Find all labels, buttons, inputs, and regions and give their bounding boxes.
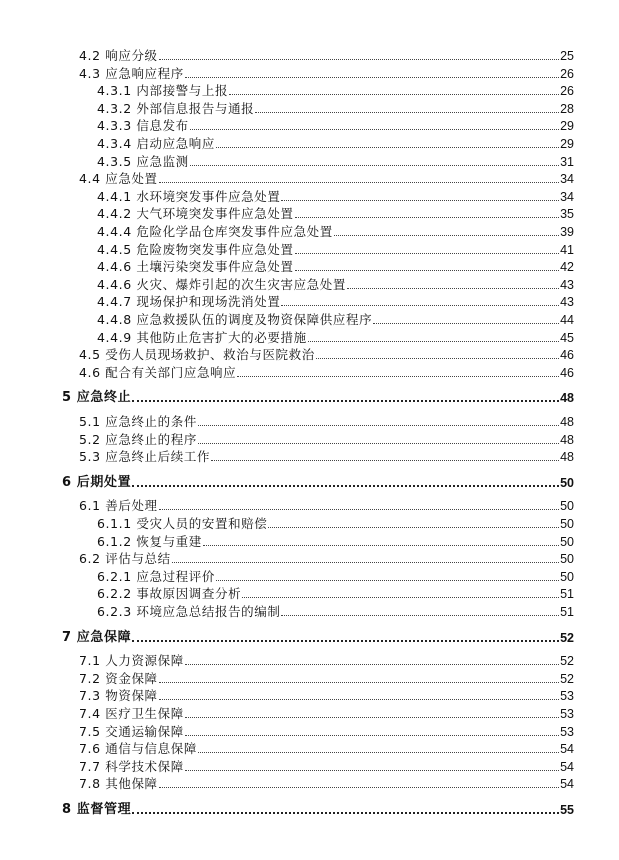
toc-dot-leader <box>308 341 559 342</box>
toc-page-number: 53 <box>560 724 574 739</box>
toc-page-number: 43 <box>560 295 574 310</box>
toc-page-number: 35 <box>560 207 574 222</box>
toc-dot-leader <box>159 682 559 683</box>
toc-dot-leader <box>295 270 560 271</box>
toc-dot-leader <box>172 562 559 563</box>
toc-section-entry[interactable] <box>79 670 574 686</box>
toc-entry-title: 6 后期处置 <box>62 474 132 490</box>
toc-subsection-entry[interactable] <box>97 188 574 204</box>
toc-page-number: 50 <box>560 517 574 531</box>
toc-page-number: 48 <box>560 432 574 447</box>
toc-page-number: 50 <box>560 552 574 567</box>
toc-dot-leader <box>216 147 559 148</box>
toc-entry-title: 4.4.4 危险化学品仓库突发事件应急处置 <box>97 224 333 239</box>
toc-entry-title: 4.3.2 外部信息报告与通报 <box>97 100 255 116</box>
toc-entry-title: 4.2 响应分级 <box>79 48 158 63</box>
toc-page-number: 54 <box>560 759 574 774</box>
toc-chapter-entry[interactable] <box>62 474 574 490</box>
toc-dot-leader <box>198 443 559 444</box>
toc-entry-title: 4.3.1 内部接警与上报 <box>97 83 229 99</box>
toc-subsection-entry[interactable] <box>97 223 574 239</box>
toc-entry-title: 6.2.1 应急过程评价 <box>97 568 215 584</box>
toc-page-number: 42 <box>560 260 574 275</box>
toc-section-entry[interactable] <box>79 431 574 447</box>
toc-dot-leader <box>159 787 559 788</box>
toc-entry-title: 4.4.7 现场保护和现场洗消处置 <box>97 294 281 310</box>
toc-dot-leader <box>203 545 559 546</box>
toc-subsection-entry[interactable] <box>97 100 574 116</box>
toc-page-number: 51 <box>560 587 574 602</box>
toc-subsection-entry[interactable] <box>97 241 574 257</box>
toc-dot-leader <box>185 77 559 78</box>
toc-page-number: 52 <box>560 671 574 686</box>
toc-section-entry[interactable] <box>79 652 574 668</box>
toc-page-number: 50 <box>560 475 574 490</box>
toc-subsection-entry[interactable] <box>97 533 574 549</box>
toc-entry-title: 5.1 应急终止的条件 <box>79 414 197 429</box>
toc-page-number: 48 <box>560 415 574 429</box>
toc-subsection-entry[interactable] <box>97 603 574 619</box>
toc-section-entry[interactable] <box>79 170 574 186</box>
toc-section-entry[interactable] <box>79 364 574 380</box>
toc-page-number: 52 <box>560 630 574 645</box>
toc-entry-title: 7.5 交通运输保障 <box>79 723 184 739</box>
toc-dot-leader <box>190 129 559 130</box>
toc-section-entry[interactable] <box>79 550 574 566</box>
toc-entry-title: 4.4.1 水环境突发事件应急处置 <box>97 188 281 204</box>
toc-dot-leader <box>237 376 559 377</box>
toc-page-number: 50 <box>560 499 574 514</box>
toc-page-number: 46 <box>560 348 574 363</box>
toc-section-entry[interactable] <box>79 705 574 721</box>
toc-dot-leader <box>316 358 559 359</box>
toc-subsection-entry[interactable] <box>97 82 574 98</box>
toc-page-number: 54 <box>560 742 574 757</box>
toc-entry-title: 4.3.3 信息发布 <box>97 118 189 134</box>
toc-section-entry[interactable] <box>79 723 574 739</box>
toc-entry-title: 6.2.2 事故原因调查分析 <box>97 586 242 602</box>
toc-section-entry[interactable] <box>79 740 574 756</box>
toc-entry-title: 6.2.3 环境应急总结报告的编制 <box>97 604 281 619</box>
toc-dot-leader <box>268 527 559 528</box>
toc-entry-title: 4.4.6 土壤污染突发事件应急处置 <box>97 259 294 275</box>
toc-dot-leader <box>185 664 559 665</box>
toc-entry-title: 6.2 评估与总结 <box>79 551 171 567</box>
toc-chapter-entry[interactable] <box>62 389 574 405</box>
toc-section-entry[interactable] <box>79 47 574 63</box>
toc-page-number: 39 <box>560 225 574 239</box>
toc-page-number: 48 <box>560 450 574 465</box>
toc-subsection-entry[interactable] <box>97 568 574 584</box>
toc-page-number: 51 <box>560 605 574 619</box>
toc-page-number: 34 <box>560 189 574 204</box>
toc-entry-title: 6.1.1 受灾人员的安置和赔偿 <box>97 516 268 531</box>
toc-page-number: 45 <box>560 330 574 345</box>
toc-dot-leader <box>185 717 559 718</box>
toc-entry-title: 7.4 医疗卫生保障 <box>79 706 184 721</box>
toc-entry-title: 8 监督管理 <box>62 802 132 817</box>
toc-subsection-entry[interactable] <box>97 205 574 221</box>
toc-dot-leader <box>373 323 559 324</box>
toc-dot-leader <box>211 460 559 461</box>
toc-page-number: 46 <box>560 365 574 380</box>
toc-dot-leader <box>198 752 559 753</box>
toc-entry-title: 4.3.5 应急监测 <box>97 153 189 169</box>
toc-subsection-entry[interactable] <box>97 153 574 169</box>
toc-entry-title: 4.4 应急处置 <box>79 171 158 187</box>
toc-chapter-entry[interactable] <box>62 801 574 817</box>
toc-entry-title: 7.7 科学技术保障 <box>79 758 184 774</box>
toc-page-number: 34 <box>560 172 574 187</box>
toc-dot-leader <box>281 200 559 201</box>
toc-dot-leader <box>229 94 559 95</box>
toc-entry-title: 7.3 物资保障 <box>79 688 158 704</box>
toc-subsection-entry[interactable] <box>97 117 574 133</box>
toc-dot-leader <box>347 288 559 289</box>
toc-section-entry[interactable] <box>79 687 574 703</box>
toc-dot-leader <box>159 182 559 183</box>
toc-entry-title: 6.1.2 恢复与重建 <box>97 533 202 549</box>
toc-dot-leader <box>281 615 559 616</box>
toc-dot-leader <box>159 699 559 700</box>
toc-entry-title: 4.4.5 危险废物突发事件应急处置 <box>97 241 294 257</box>
toc-entry-title: 7.2 资金保障 <box>79 670 158 686</box>
toc-dot-leader <box>281 305 559 306</box>
toc-dot-leader <box>159 59 559 60</box>
toc-section-entry[interactable] <box>79 413 574 429</box>
toc-page-number: 28 <box>560 101 574 116</box>
toc-entry-title: 4.3 应急响应程序 <box>79 65 184 81</box>
toc-entry-title: 7.6 通信与信息保障 <box>79 741 197 757</box>
toc-subsection-entry[interactable] <box>97 276 574 292</box>
toc-dot-leader <box>185 770 559 771</box>
toc-entry-title: 4.6 配合有关部门应急响应 <box>79 364 237 380</box>
toc-page-number: 52 <box>560 654 574 669</box>
toc-dot-leader <box>242 597 559 598</box>
toc-dot-leader <box>190 165 559 166</box>
toc-page-number: 53 <box>560 689 574 704</box>
toc-subsection-entry[interactable] <box>97 311 574 327</box>
toc-dot-leader <box>132 640 559 642</box>
toc-entry-title: 4.5 受伤人员现场救护、救治与医院救治 <box>79 347 315 363</box>
toc-page-number: 48 <box>560 391 574 406</box>
toc-entry-title: 7 应急保障 <box>62 629 132 645</box>
toc-entry-title: 7.1 人力资源保障 <box>79 653 184 669</box>
toc-page-number: 44 <box>560 313 574 327</box>
toc-page-number: 50 <box>560 534 574 549</box>
toc-entry-title: 4.4.6 火灾、爆炸引起的次生灾害应急处置 <box>97 276 346 292</box>
toc-section-entry[interactable] <box>79 448 574 464</box>
toc-entry-title: 4.3.4 启动应急响应 <box>97 136 215 151</box>
toc-dot-leader <box>334 235 559 236</box>
toc-entry-title: 5.3 应急终止后续工作 <box>79 449 211 465</box>
toc-dot-leader <box>295 217 560 218</box>
toc-subsection-entry[interactable] <box>97 515 574 531</box>
toc-section-entry[interactable] <box>79 346 574 362</box>
toc-dot-leader <box>295 253 560 254</box>
toc-page-number: 41 <box>560 242 574 257</box>
toc-subsection-entry[interactable] <box>97 585 574 601</box>
toc-entry-title: 4.4.2 大气环境突发事件应急处置 <box>97 206 294 222</box>
toc-page-number: 50 <box>560 569 574 584</box>
toc-dot-leader <box>185 735 559 736</box>
toc-page-number: 26 <box>560 66 574 81</box>
toc-entry-title: 5 应急终止 <box>62 390 132 406</box>
toc-dot-leader <box>132 485 559 487</box>
toc-entry-title: 4.4.9 其他防止危害扩大的必要措施 <box>97 329 307 345</box>
toc-page-number: 43 <box>560 277 574 292</box>
toc-subsection-entry[interactable] <box>97 329 574 345</box>
toc-page-number: 53 <box>560 707 574 721</box>
toc-dot-leader <box>132 812 559 814</box>
toc-page-number: 25 <box>560 49 574 63</box>
toc-entry-title: 5.2 应急终止的程序 <box>79 431 197 447</box>
toc-dot-leader <box>159 509 559 510</box>
toc-entry-title: 7.8 其他保障 <box>79 776 158 792</box>
toc-dot-leader <box>255 112 559 113</box>
toc-section-entry[interactable] <box>79 497 574 513</box>
toc-page-number: 26 <box>560 84 574 99</box>
toc-subsection-entry[interactable] <box>97 135 574 151</box>
toc-dot-leader <box>198 425 559 426</box>
toc-page-number: 55 <box>560 803 574 817</box>
toc-chapter-entry[interactable] <box>62 629 574 645</box>
toc-page-number: 31 <box>560 154 574 169</box>
toc-section-entry[interactable] <box>79 758 574 774</box>
toc-section-entry[interactable] <box>79 775 574 791</box>
toc-entry-title: 6.1 善后处理 <box>79 498 158 514</box>
toc-page-number: 54 <box>560 777 574 792</box>
toc-dot-leader <box>132 400 559 402</box>
toc-dot-leader <box>216 580 559 581</box>
toc-subsection-entry[interactable] <box>97 258 574 274</box>
toc-page-number: 29 <box>560 137 574 151</box>
toc-section-entry[interactable] <box>79 65 574 81</box>
toc-page-number: 29 <box>560 119 574 134</box>
toc-entry-title: 4.4.8 应急救援队伍的调度及物资保障供应程序 <box>97 312 373 327</box>
toc-subsection-entry[interactable] <box>97 293 574 309</box>
